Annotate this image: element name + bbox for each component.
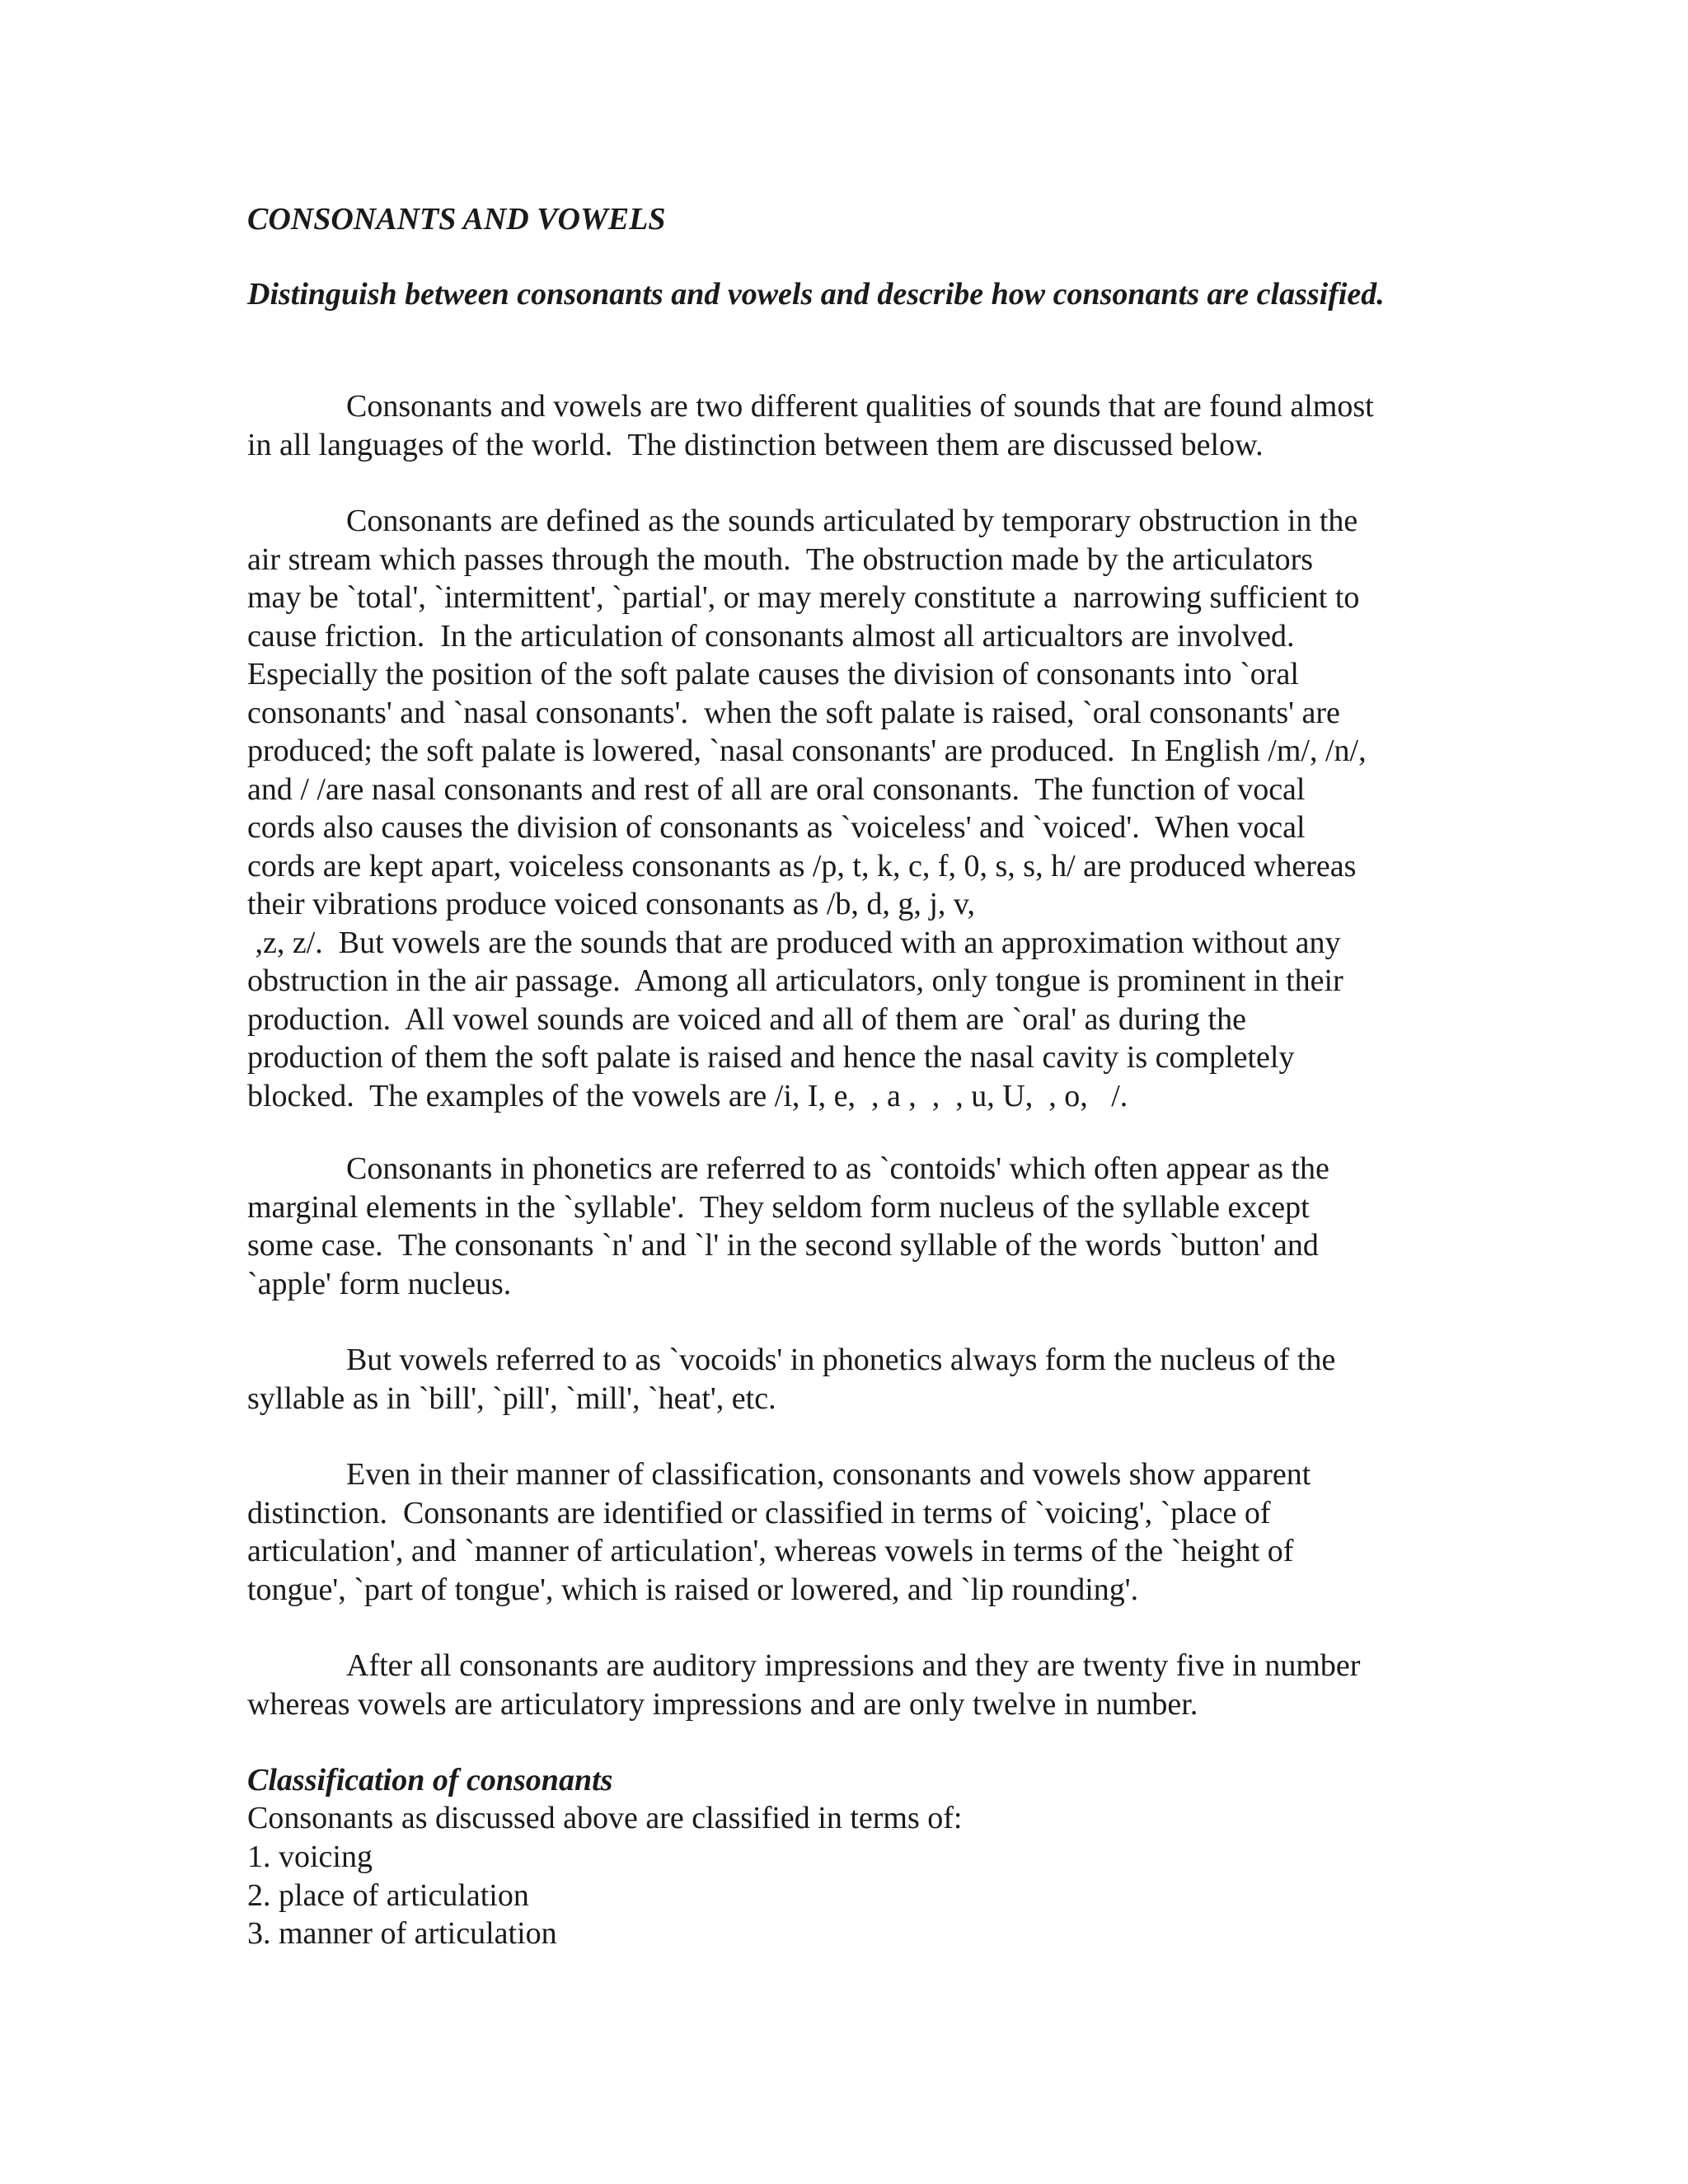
- paragraph-line: may be `total', `intermittent', `partial', or may merely constitute a narrowing sufficient to: [247, 580, 1360, 615]
- paragraph-line: cords are kept apart, voiceless consonants as /p, t, k, c, f, 0, s, s, h/ are produced whereas: [247, 848, 1357, 883]
- paragraph-line: After all consonants are auditory impressions and they are twenty five in number: [346, 1648, 1361, 1683]
- paragraph-line: articulation', and `manner of articulation', whereas vowels in terms of the `height of: [247, 1534, 1294, 1568]
- paragraph-line: Especially the position of the soft palate causes the division of consonants into `oral: [247, 657, 1299, 691]
- paragraph-contoids: [247, 1150, 1329, 1303]
- paragraph-intro: [247, 387, 1374, 464]
- paragraph-conclusion: [247, 1647, 1360, 1723]
- list-item: 1. voicing: [247, 1840, 373, 1874]
- paragraph-line: some case. The consonants `n' and `l' in the second syllable of the words `button' and: [247, 1228, 1319, 1263]
- paragraph-line: marginal elements in the `syllable'. They seldom form nucleus of the syllable except: [247, 1189, 1310, 1225]
- paragraph-classification-distinction: [247, 1455, 1311, 1609]
- classification-heading: Classification of consonants: [247, 1763, 613, 1797]
- paragraph-line: and / /are nasal consonants and rest of all are oral consonants. The function of vocal: [247, 771, 1306, 807]
- paragraph-line: Consonants are defined as the sounds articulated by temporary obstruction in the: [346, 504, 1358, 538]
- paragraph-vocoids: [247, 1341, 1335, 1418]
- paragraph-line: obstruction in the air passage. Among all articulators, only tongue is prominent in their: [247, 963, 1343, 998]
- document-title: CONSONANTS AND VOWELS: [247, 202, 666, 237]
- paragraph-line: cause friction. In the articulation of consonants almost all articualtors are involved.: [247, 618, 1295, 654]
- paragraph-definitions: [247, 502, 1367, 1115]
- paragraph-line: tongue', `part of tongue', which is raised or lowered, and `lip rounding'.: [247, 1572, 1139, 1607]
- classification-intro: Consonants as discussed above are classified in terms of:: [247, 1801, 963, 1835]
- paragraph-line: blocked. The examples of the vowels are /i, I, e, , a , , , u, U, , o, /.: [247, 1078, 1128, 1113]
- paragraph-line: consonants' and `nasal consonants'. when the soft palate is raised, `oral consonants' are: [247, 695, 1340, 730]
- paragraph-line: cords also causes the division of consonants as `voiceless' and `voiced'. When vocal: [247, 810, 1306, 845]
- paragraph-line: their vibrations produce voiced consonants as /b, d, g, j, v,: [247, 887, 975, 921]
- paragraph-line: production of them the soft palate is raised and hence the nasal cavity is completely: [247, 1040, 1295, 1075]
- paragraph-line: production. All vowel sounds are voiced and all of them are `oral' as during the: [247, 1001, 1246, 1037]
- question-heading: Distinguish between consonants and vowels and describe how consonants are classified.: [247, 277, 1385, 312]
- paragraph-line: whereas vowels are articulatory impressions and are only twelve in number.: [247, 1686, 1198, 1722]
- classification-list: [247, 1838, 557, 1953]
- paragraph-line: distinction. Consonants are identified or classified in terms of `voicing', `place of: [247, 1495, 1271, 1530]
- paragraph-line: Consonants and vowels are two different qualities of sounds that are found almost: [346, 389, 1374, 424]
- paragraph-line: in all languages of the world. The distinction between them are discussed below.: [247, 427, 1264, 462]
- paragraph-line: But vowels referred to as `vocoids' in phonetics always form the nucleus of the: [346, 1343, 1336, 1377]
- paragraph-line: produced; the soft palate is lowered, `nasal consonants' are produced. In English /m/, /n/,: [247, 733, 1367, 768]
- paragraph-line: Consonants in phonetics are referred to as `contoids' which often appear as the: [346, 1151, 1329, 1186]
- paragraph-line: `apple' form nucleus.: [247, 1266, 512, 1301]
- paragraph-line: Even in their manner of classification, consonants and vowels show apparent: [346, 1457, 1311, 1492]
- list-item: 2. place of articulation: [247, 1877, 529, 1913]
- paragraph-line: ,z, z/. But vowels are the sounds that are produced with an approximation without any: [247, 925, 1341, 960]
- list-item: 3. manner of articulation: [247, 1916, 557, 1951]
- paragraph-line: syllable as in `bill', `pill', `mill', `heat', etc.: [247, 1380, 776, 1416]
- paragraph-line: air stream which passes through the mouth. The obstruction made by the articulators: [247, 541, 1314, 577]
